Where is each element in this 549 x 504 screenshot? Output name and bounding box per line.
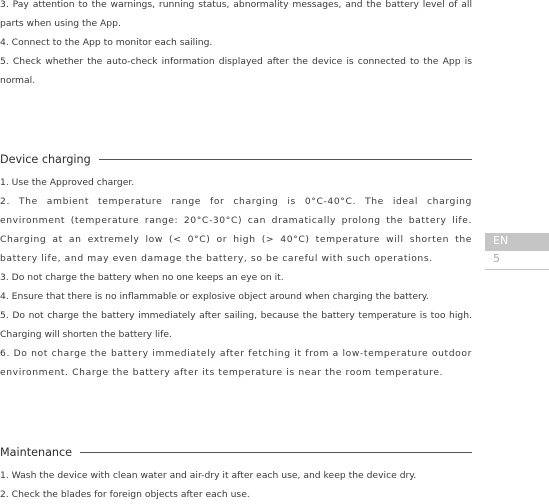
list-item: 2. The ambient temperature range for charging is 0°C-40°C. The ideal charging environment (temperature range: 20°C-30°C) can dramatically prolong the battery life. Charging at an extremely low (< 0°C) or high (> 40°C) temperature will shorten the battery life, and may even damage the battery, so be careful with such operations. — [0, 196, 472, 264]
section-title: Maintenance — [0, 445, 73, 459]
intro-list — [0, 0, 472, 90]
page-number-tab — [485, 251, 549, 270]
list-item: 6. Do not charge the battery immediately after fetching it from a low-temperature outdoor environment. Charge the battery after its temperature is near the room temperature. — [0, 348, 472, 378]
language-label: EN — [493, 234, 509, 247]
device-charging-heading — [0, 150, 472, 168]
list-item: 2. Check the blades for foreign objects after each use. — [0, 489, 250, 500]
list-item: 5. Do not charge the battery immediately after sailing, because the battery temperature is too high. Charging will shorten the battery life. — [0, 310, 472, 340]
language-tab — [485, 233, 549, 251]
list-item: 3. Do not charge the battery when no one keeps an eye on it. — [0, 272, 284, 283]
page-number: 5 — [493, 252, 500, 265]
heading-divider — [99, 159, 472, 160]
list-item: 3. Pay attention to the warnings, running status, abnormality messages, and the battery level of all parts when using the App. — [0, 0, 472, 29]
list-item: 4. Connect to the App to monitor each sailing. — [0, 37, 213, 48]
device-charging-list — [0, 173, 472, 382]
list-item: 1. Wash the device with clean water and air-dry it after each use, and keep the device dry. — [0, 470, 417, 481]
heading-divider — [80, 452, 472, 453]
list-item: 5. Check whether the auto-check information displayed after the device is connected to the App is normal. — [0, 56, 472, 86]
section-title: Device charging — [0, 152, 91, 166]
list-item: 1. Use the Approved charger. — [0, 177, 135, 188]
list-item: 4. Ensure that there is no inflammable or explosive object around when charging the battery. — [0, 291, 429, 302]
maintenance-list — [0, 466, 472, 504]
maintenance-heading — [0, 443, 472, 461]
